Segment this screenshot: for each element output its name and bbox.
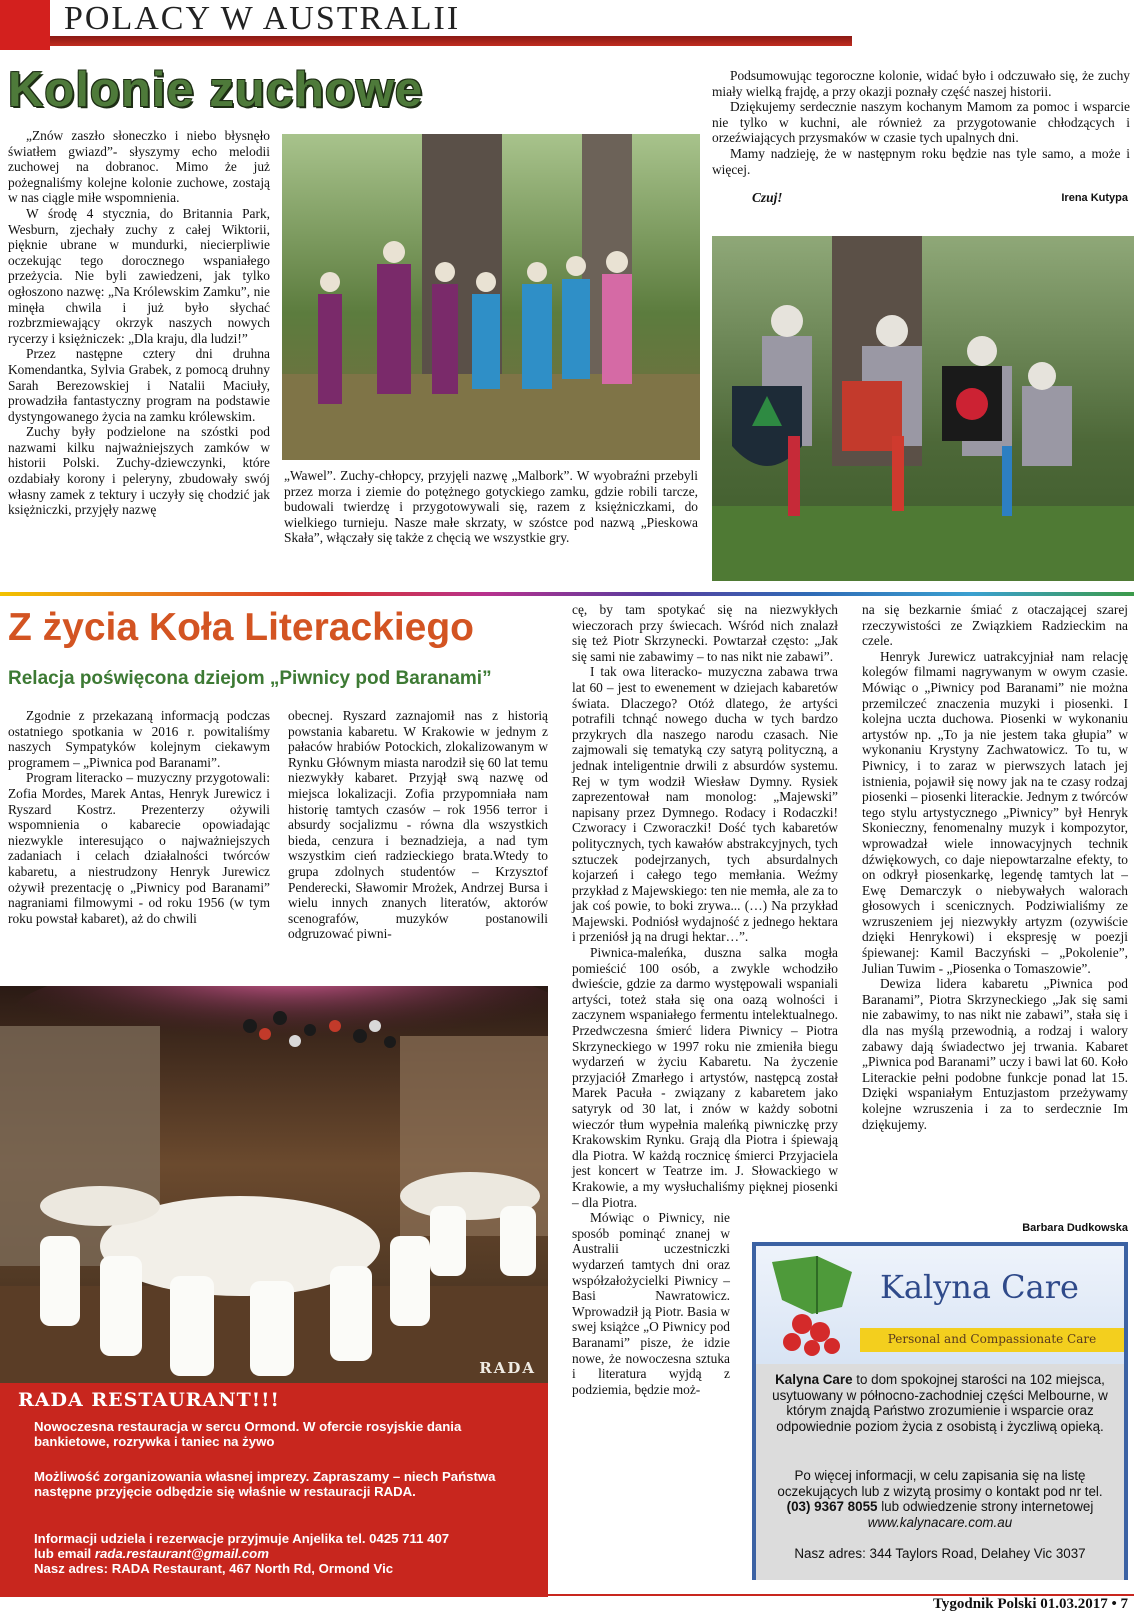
rada-photo-label: RADA bbox=[479, 1359, 536, 1377]
kalyna-phone[interactable]: (03) 9367 8055 bbox=[786, 1499, 878, 1515]
photo-girls-princesses bbox=[282, 134, 700, 460]
section-divider bbox=[0, 592, 1134, 596]
rada-restaurant-ad bbox=[0, 1383, 548, 1597]
kalyna-paragraph-2 bbox=[772, 1468, 1108, 1530]
paragraph: na się bezkarnie śmiać z otaczającej szarej rzeczywistości ze Związkiem Radzieckim na czele. bbox=[862, 602, 1128, 649]
rada-line-1: Nowoczesna restauracja w sercu Ormond. W ofercie rosyjskie dania bankietowe, rozrywka i taniec na żywo bbox=[34, 1419, 462, 1449]
rada-line-2: Możliwość zorganizowania własnej imprezy. Zapraszamy – niech Państwa następne przyjęcie odbędzie się właśnie w restauracji RADA. bbox=[34, 1469, 496, 1499]
paragraph: „Znów zaszło słoneczko i niebo błysnęło światłem gwiazd”- słyszymy echo melodii zuchowej na dobranoc. Mimo że już pożegnaliśmy kolejne kolonie zuchowe, zostają w nas ciągle miłe wspomnienia. bbox=[8, 128, 270, 206]
paragraph: cę, by tam spotykać się na niezwykłych wieczorach przy świecach. Wśród nich znalazł się też Piotr Skrzynecki. Powtarzał często: „Jak się sami nie zabawimy – to nas nikt nie zabawi”. bbox=[572, 602, 838, 664]
article2-column-1 bbox=[8, 708, 270, 926]
article-subtitle: Relacja poświęcona dziejom „Piwnicy pod Baranami” bbox=[8, 668, 492, 689]
footer-publication-page: Tygodnik Polski 01.03.2017 • 7 bbox=[932, 1596, 1128, 1612]
article2-column-2 bbox=[288, 708, 548, 942]
kalyna-body bbox=[756, 1364, 1124, 1580]
paragraph: Henryk Jurewicz uatrakcyjniał nam relację kolegów filmami nagrywanym w owym czasie. Mówiąc o „Piwnicy pod Baranami” nie można przemilczeć znaczenia muzyki i piosenki. I kolejna uczta duchowa. Piosenki w wykonaniu artystów np. „To ja nie jestem taka głupia” w wykonaniu Krystyny Zachwatowicz. To tu, w Piwnicy, i to zaraz w pierwszych latach jej istnienia, pojawił się nowy jak na te czasy rodzaj piosenki – piosenki literackie. Jednym z twórców tego stylu artystycznego „Piwnicy” był Henryk Skonieczny, fenomenalny muzyk i kompozytor, wprowadzał wiele innowacyjnych technik dźwiękowych, co daje niepowtarzalne efekty, to on odkrył piosenkarkę, legendę tamtych lat – Ewę Demarczyk o niebywałych walorach głosowych i scenicznych. Podziwialiśmy ze wzruszeniem jej niezwykły artyzm (ozywiście dzięki Henrykowi) i ekspresję w poezji śpiewanej: Kamil Baczyński – „Pokolenie”, Julian Tuwim - „Piosenka o Tomaszowie”. bbox=[862, 648, 1128, 976]
paragraph: Dewiza lidera kabaretu „Piwnica pod Baranami”, Piotra Skrzyneckiego „Jak się sami nie zabawimy, to nas nikt nie zabawi”, stała się i dla nas myślą przewodnią, a rodzaj i walory zabawy dają świadectwo jej trwania. Kabaret „Piwnica pod Baranami” uczy i bawi lat 60. Koło Literackie pełni podobne funkcje ponad lat 15. Dzięki wspaniałym Entuzjastom przeżywamy kolejne wzruszenia i za to serdecznie Im dziękujemy. bbox=[862, 976, 1128, 1132]
paragraph: „Wawel”. Zuchy-chłopcy, przyjęli nazwę „Malbork”. W wyobraźni przebyli przez morza i ziemie do potężnego gotyckiego zamku, gdzie robili tarcze, budowali twierdzę i przygotowywali się, razem z księżniczkami, do wielkiego turnieju. Nasze małe skrzaty, w szóstce pod nazwą „Pieskowa Skała”, włączały się także z chęcią we wszystkie gry. bbox=[284, 468, 698, 546]
author-signature: Barbara Dudkowska bbox=[1022, 1222, 1128, 1234]
article1-column-2 bbox=[284, 468, 698, 546]
section-title: POLACY W AUSTRALII bbox=[64, 0, 461, 37]
article1-column-1 bbox=[8, 128, 270, 518]
photo-boys-knights bbox=[712, 236, 1134, 581]
kalyna-paragraph-1 bbox=[772, 1372, 1108, 1434]
paragraph: W środę 4 stycznia, do Britannia Park, Wesburn, zjechały zuchy z całej Wiktorii, pięknie ubrane w mundurki, niecierpliwie oczekując tego dorocznego wspaniałego przeżycia. Nie byli zawiedzeni, jak tylko ogłoszono nazwę: „Na Królewskim Zamku”, nie minęła chwila i już było słychać rozbrzmiewający okrzyk naszych nowych rycerzy i księżniczek: „Dla kraju, dla ludzi!” bbox=[8, 205, 270, 346]
closing-czuj: Czuj! bbox=[752, 190, 783, 205]
kalyna-p2-text: Po więcej informacji, w celu zapisania się na listę oczekujących lub z wizytą prosimy o kontakt pod nr tel. bbox=[777, 1468, 1103, 1499]
article1-column-3 bbox=[712, 68, 1130, 177]
paragraph: Zgodnie z przekazaną informacją podczas ostatniego spotkania w 2016 r. powitaliśmy naszych Sympatyków kolejnym ciekawym programem – „Piwnica pod Baranami”. bbox=[8, 708, 270, 770]
paragraph: I tak owa literacko- muzyczna zabawa trwa lat 60 – jest to ewenement w dziejach kabaretów świata. Dlaczego? Otóż dlatego, że artyści potrafili tchnąć nowego ducha w tych bardzo przykrych dla naszego narodu czasach. Nie zajmowali się tematyką czy satyrą polityczną, a jednak inteligentnie drwili z absurdów systemu. Rej w tym wodził Wiesław Dymny. Rysiek zaprezentował nam monolog: „Majewski” napisany przez Dymnego. Rodacy i Rodaczki! Czworacy i Czworaczki! Dość tych kabaretów politycznych, tych kawałów abstrakcyjnych, tych sztuczek podejrzanych, tych absurdalnych kojarzeń i całego tego memłania. Weźmy przykład z Majewskiego: ten nie memła, ale za to jak coś powie, to boki zrywa... (…) Na przykład Majewski. Podniósł wydajność z jednego hektara i przeniósł ją na drugi hektar…”. bbox=[572, 664, 838, 945]
paragraph: Piwnica-maleńka, duszna salka mogła pomieścić 100 osób, a zwykle wchodziło dwieście, gdzie za darmo występowali wspaniali artyści, toteż stała się ona oazą wolności i zaczynem wspaniałego fermentu intelektualnego. Przedwczesna śmierć lidera Piwnicy – Piotra Skrzyneckiego w 1997 roku nie zmieniła biegu wydarzeń w życiu Kabaretu. Na życzenie przyjaciół Zmarłego i artystów, następcą został Marek Pacuła - związany z kabaretem jako satyryk od 30 lat, i znów w każdy sobotni wieczór tłum wypełnia maleńką piwniczkę przy Krakowskim Rynku. Grają dla Piotra i śpiewają dla Piotra. W każdą rocznicę śmierci Przyjaciela jest koncert w Teatrze im. J. Słowackiego w Krakowie, a my wysłuchaliśmy pięknej piosenki – dla Piotra. bbox=[572, 945, 838, 1210]
paragraph: Mamy nadzieję, że w następnym roku będzie nas tyle samo, a może i więcej. bbox=[712, 145, 1130, 177]
rada-line-3c: Nasz adres: RADA Restaurant, 467 North Rd, Ormond Vic bbox=[34, 1561, 394, 1576]
kalyna-address: Nasz adres: 344 Taylors Road, Delahey Vic 3037 bbox=[794, 1546, 1086, 1561]
rada-line-3b bbox=[34, 1546, 534, 1561]
rada-email[interactable]: rada.restaurant@gmail.com bbox=[94, 1546, 269, 1561]
author-signature: Irena Kutypa bbox=[1061, 192, 1128, 204]
rada-line-3a: Informacji udziela i rezerwacje przyjmuje Anjelika tel. 0425 711 407 bbox=[34, 1531, 450, 1546]
photo-rada-restaurant-hall bbox=[0, 986, 548, 1383]
paragraph: Dziękujemy serdecznie naszym kochanym Mamom za pomoc i wsparcie nie tylko w kuchni, ale również za przygotowanie chłodzących i orzeźwiających przysmaków w czasie tych upalnych dni. bbox=[712, 99, 1130, 146]
kalyna-tagline: Personal and Compassionate Care bbox=[887, 1332, 1097, 1346]
paragraph: obecnej. Ryszard zaznajomił nas z historią powstania kabaretu. W Krakowie w jednym z pałaców hrabiów Potockich, zlokalizowanym w Rynku Głównym miasta narodził się 60 lat temu niezwykły kabaret. Przyjął swą nazwę od miejsca lokalizacji. Zofia przypomniała nam historię tamtych czasów – rok 1956 terror i absurdy socjalizmu - równa dla wszystkich bieda, cenzura i beznadzieja, a nad tym wszystkim cień radzieckiego brata.Wtedy to grupa zdolnych studentów – Krzysztof Penderecki, Sławomir Mrożek, Andrzej Bursa i wielu innych znanych literatów, aktorów scenografów, muzyków postanowili odgruzować piwni- bbox=[288, 708, 548, 942]
kalyna-p1-text: to dom spokojnej starości na 102 miejsca, usytuowany w północno-zachodniej części Melbourne, w którym znajdą Państwo zrozumienie i wsparcie oraz odpowiednie poziom życia z osobistą i życzliwą opieką. bbox=[772, 1372, 1108, 1434]
rada-title: RADA RESTAURANT!!! bbox=[18, 1389, 280, 1411]
paragraph: Przez następne cztery dni druhna Komendantka, Sylvia Grabek, z pomocą druhny Sarah Berezowskiej i Natalii Maciuły, prowadziła fantastyczny program na podstawie dystyngowanego życia na zamku królewskim. bbox=[8, 346, 270, 424]
article-title-kolonie: Kolonie zuchowe bbox=[8, 63, 424, 117]
paragraph: Program literacko – muzyczny przygotowali: Zofia Mordes, Marek Antas, Henryk Jurewicz i Ryszard Kostrz. Prezenterzy ożywili wspomnienia o kabarecie opowiadając niezwykle interesująco o najważniejszych zadaniach i celach działalności twórców kabaretu, a niestrudzony Henryk Jurewicz ożywił prezentację o „Piwnicy pod Baranami” nagraniami filmowymi - od roku 1956 (w tym roku powstał kabaret), aż do chwili bbox=[8, 770, 270, 926]
rada-email-prefix: lub email bbox=[34, 1546, 95, 1561]
paragraph: Mówiąc o Piwnicy, nie sposób pominąć znanej w Australii uczestniczki wydarzeń tamtych dni oraz współzałożycielki Piwnicy – Basi Nawratowicz. Wprowadził ją Piotr. Basia w swej książce „O Piwnicy pod Baranami” pisze, że idzie nowe, że nowoczesna sztuka i literatura wyjdą z podziemia, będzie moż- bbox=[572, 1210, 730, 1397]
header-red-square bbox=[0, 0, 50, 50]
article-title-kolo-literackie: Z życia Koła Literackiego bbox=[8, 606, 475, 649]
kalyna-website-link[interactable]: www.kalynacare.com.au bbox=[867, 1514, 1013, 1530]
kalyna-berries-logo-icon bbox=[762, 1252, 872, 1358]
kalyna-brand-name: Kalyna Care bbox=[880, 1268, 1079, 1306]
paragraph: Podsumowując tegoroczne kolonie, widać było i odczuwało się, że zuchy miały wielką frajdę, a przy okazji poznały część naszej historii. bbox=[712, 68, 1130, 99]
kalyna-name-bold: Kalyna Care bbox=[775, 1372, 853, 1387]
kalyna-p2b-text: lub odwiedzenie strony internetowej bbox=[877, 1499, 1094, 1515]
kalyna-care-ad bbox=[752, 1242, 1128, 1580]
kalyna-header bbox=[756, 1246, 1124, 1364]
article2-column-4 bbox=[862, 602, 1128, 1132]
paragraph: Zuchy były podzielone na szóstki pod nazwami kilku najważniejszych zamków w historii Polski. Zuchy-dziewczynki, które ozdabiały korony i peleryny, zbudowały swój własny zamek z tektury i uczyły się chodzić jak księżniczki, przyjęły nazwę bbox=[8, 424, 270, 518]
